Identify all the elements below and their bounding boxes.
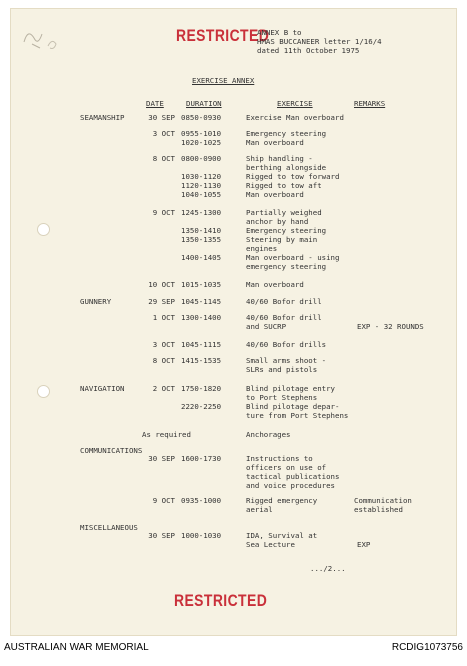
- row-exercise: Emergency steering: [246, 129, 327, 138]
- row-duration: 0935-1000: [181, 496, 222, 505]
- row-duration: 1350-1355: [181, 235, 222, 244]
- row-duration: 1750-1820: [181, 384, 222, 393]
- row-date: 3 OCT: [152, 129, 175, 138]
- row-duration: 0955-1010: [181, 129, 222, 138]
- row-remarks: EXP - 32 ROUNDS: [357, 322, 424, 331]
- row-exercise: Partially weighed: [246, 208, 322, 217]
- row-remarks: EXP: [357, 540, 371, 549]
- row-exercise: Rigged to tow forward: [246, 172, 340, 181]
- row-exercise: Man overboard - using: [246, 253, 340, 262]
- row-duration: 1350-1410: [181, 226, 222, 235]
- row-duration: 1020-1025: [181, 138, 222, 147]
- row-exercise: Exercise Man overboard: [246, 113, 344, 122]
- row-exercise: anchor by hand: [246, 217, 309, 226]
- row-date: 30 SEP: [148, 454, 175, 463]
- row-duration: 1030-1120: [181, 172, 222, 181]
- row-duration: 1415-1535: [181, 356, 222, 365]
- row-exercise: to Port Stephens: [246, 393, 318, 402]
- row-exercise: Anchorages: [246, 430, 291, 439]
- col-header-exercise: EXERCISE: [277, 99, 313, 108]
- row-duration: 1245-1300: [181, 208, 222, 217]
- row-date: 2 OCT: [152, 384, 175, 393]
- document-title: EXERCISE ANNEX: [192, 76, 255, 85]
- section-navigation: NAVIGATION: [80, 384, 125, 393]
- row-date: 9 OCT: [152, 496, 175, 505]
- col-header-date: DATE: [146, 99, 164, 108]
- row-exercise: emergency steering: [246, 262, 327, 271]
- row-date: 30 SEP: [148, 113, 175, 122]
- row-exercise: Small arms shoot -: [246, 356, 327, 365]
- row-duration: 1045-1115: [181, 340, 222, 349]
- ref-line-3: dated 11th October 1975: [257, 46, 360, 55]
- row-duration: 1120-1130: [181, 181, 222, 190]
- section-miscellaneous: MISCELLANEOUS: [80, 523, 138, 532]
- row-exercise: 40/60 Bofor drills: [246, 340, 327, 349]
- row-exercise: ture from Port Stephens: [246, 411, 349, 420]
- restricted-stamp-bottom: RESTRICTED: [174, 591, 268, 610]
- row-date: 3 OCT: [152, 340, 175, 349]
- row-duration: 0800-0900: [181, 154, 222, 163]
- punch-hole: [37, 385, 50, 398]
- row-exercise: aerial: [246, 505, 273, 514]
- footer-source: AUSTRALIAN WAR MEMORIAL: [4, 642, 149, 653]
- row-duration: 1600-1730: [181, 454, 222, 463]
- row-duration: 1015-1035: [181, 280, 222, 289]
- row-duration: 1040-1055: [181, 190, 222, 199]
- row-exercise: Man overboard: [246, 280, 304, 289]
- row-exercise: Rigged to tow aft: [246, 181, 322, 190]
- row-exercise: Sea Lecture: [246, 540, 295, 549]
- row-exercise: and voice procedures: [246, 481, 335, 490]
- row-duration: 0850-0930: [181, 113, 222, 122]
- row-date: 10 OCT: [148, 280, 175, 289]
- row-date: 8 OCT: [152, 154, 175, 163]
- col-header-duration: DURATION: [186, 99, 222, 108]
- row-remarks: established: [354, 505, 403, 514]
- row-exercise: tactical publications: [246, 472, 340, 481]
- row-exercise: Steering by main: [246, 235, 318, 244]
- row-exercise: 40/60 Bofor drill: [246, 313, 322, 322]
- col-header-remarks: REMARKS: [354, 99, 386, 108]
- ref-line-2: HMAS BUCCANEER letter 1/16/4: [257, 37, 382, 46]
- row-duration: 2220-2250: [181, 402, 222, 411]
- row-date: 8 OCT: [152, 356, 175, 365]
- continuation-marker: .../2...: [310, 564, 346, 573]
- section-seamanship: SEAMANSHIP: [80, 113, 125, 122]
- row-exercise: berthing alongside: [246, 163, 327, 172]
- punch-hole: [37, 223, 50, 236]
- row-exercise: engines: [246, 244, 278, 253]
- row-date: 30 SEP: [148, 531, 175, 540]
- row-duration: 1400-1405: [181, 253, 222, 262]
- row-exercise: and SUCRP: [246, 322, 287, 331]
- row-exercise: officers on use of: [246, 463, 327, 472]
- row-exercise: Man overboard: [246, 138, 304, 147]
- row-date: As required: [142, 430, 191, 439]
- section-communications: COMMUNICATIONS: [80, 446, 143, 455]
- row-exercise: Instructions to: [246, 454, 313, 463]
- row-exercise: Emergency steering: [246, 226, 327, 235]
- ref-line-1: ANNEX B to: [257, 28, 302, 37]
- restricted-stamp-top: RESTRICTED: [176, 26, 270, 45]
- row-exercise: IDA, Survival at: [246, 531, 318, 540]
- row-duration: 1045-1145: [181, 297, 222, 306]
- row-remarks: Communication: [354, 496, 412, 505]
- section-gunnery: GUNNERY: [80, 297, 112, 306]
- row-date: 29 SEP: [148, 297, 175, 306]
- row-exercise: Rigged emergency: [246, 496, 318, 505]
- row-date: 1 OCT: [152, 313, 175, 322]
- row-duration: 1000-1030: [181, 531, 222, 540]
- row-duration: 1300-1400: [181, 313, 222, 322]
- row-exercise: Ship handling -: [246, 154, 313, 163]
- row-exercise: Blind pilotage entry: [246, 384, 335, 393]
- row-exercise: Man overboard: [246, 190, 304, 199]
- row-exercise: SLRs and pistols: [246, 365, 318, 374]
- row-exercise: Blind pilotage depar-: [246, 402, 340, 411]
- handwritten-mark: [18, 20, 66, 58]
- row-date: 9 OCT: [152, 208, 175, 217]
- row-exercise: 40/60 Bofor drill: [246, 297, 322, 306]
- footer-record-id: RCDIG1073756: [391, 642, 463, 653]
